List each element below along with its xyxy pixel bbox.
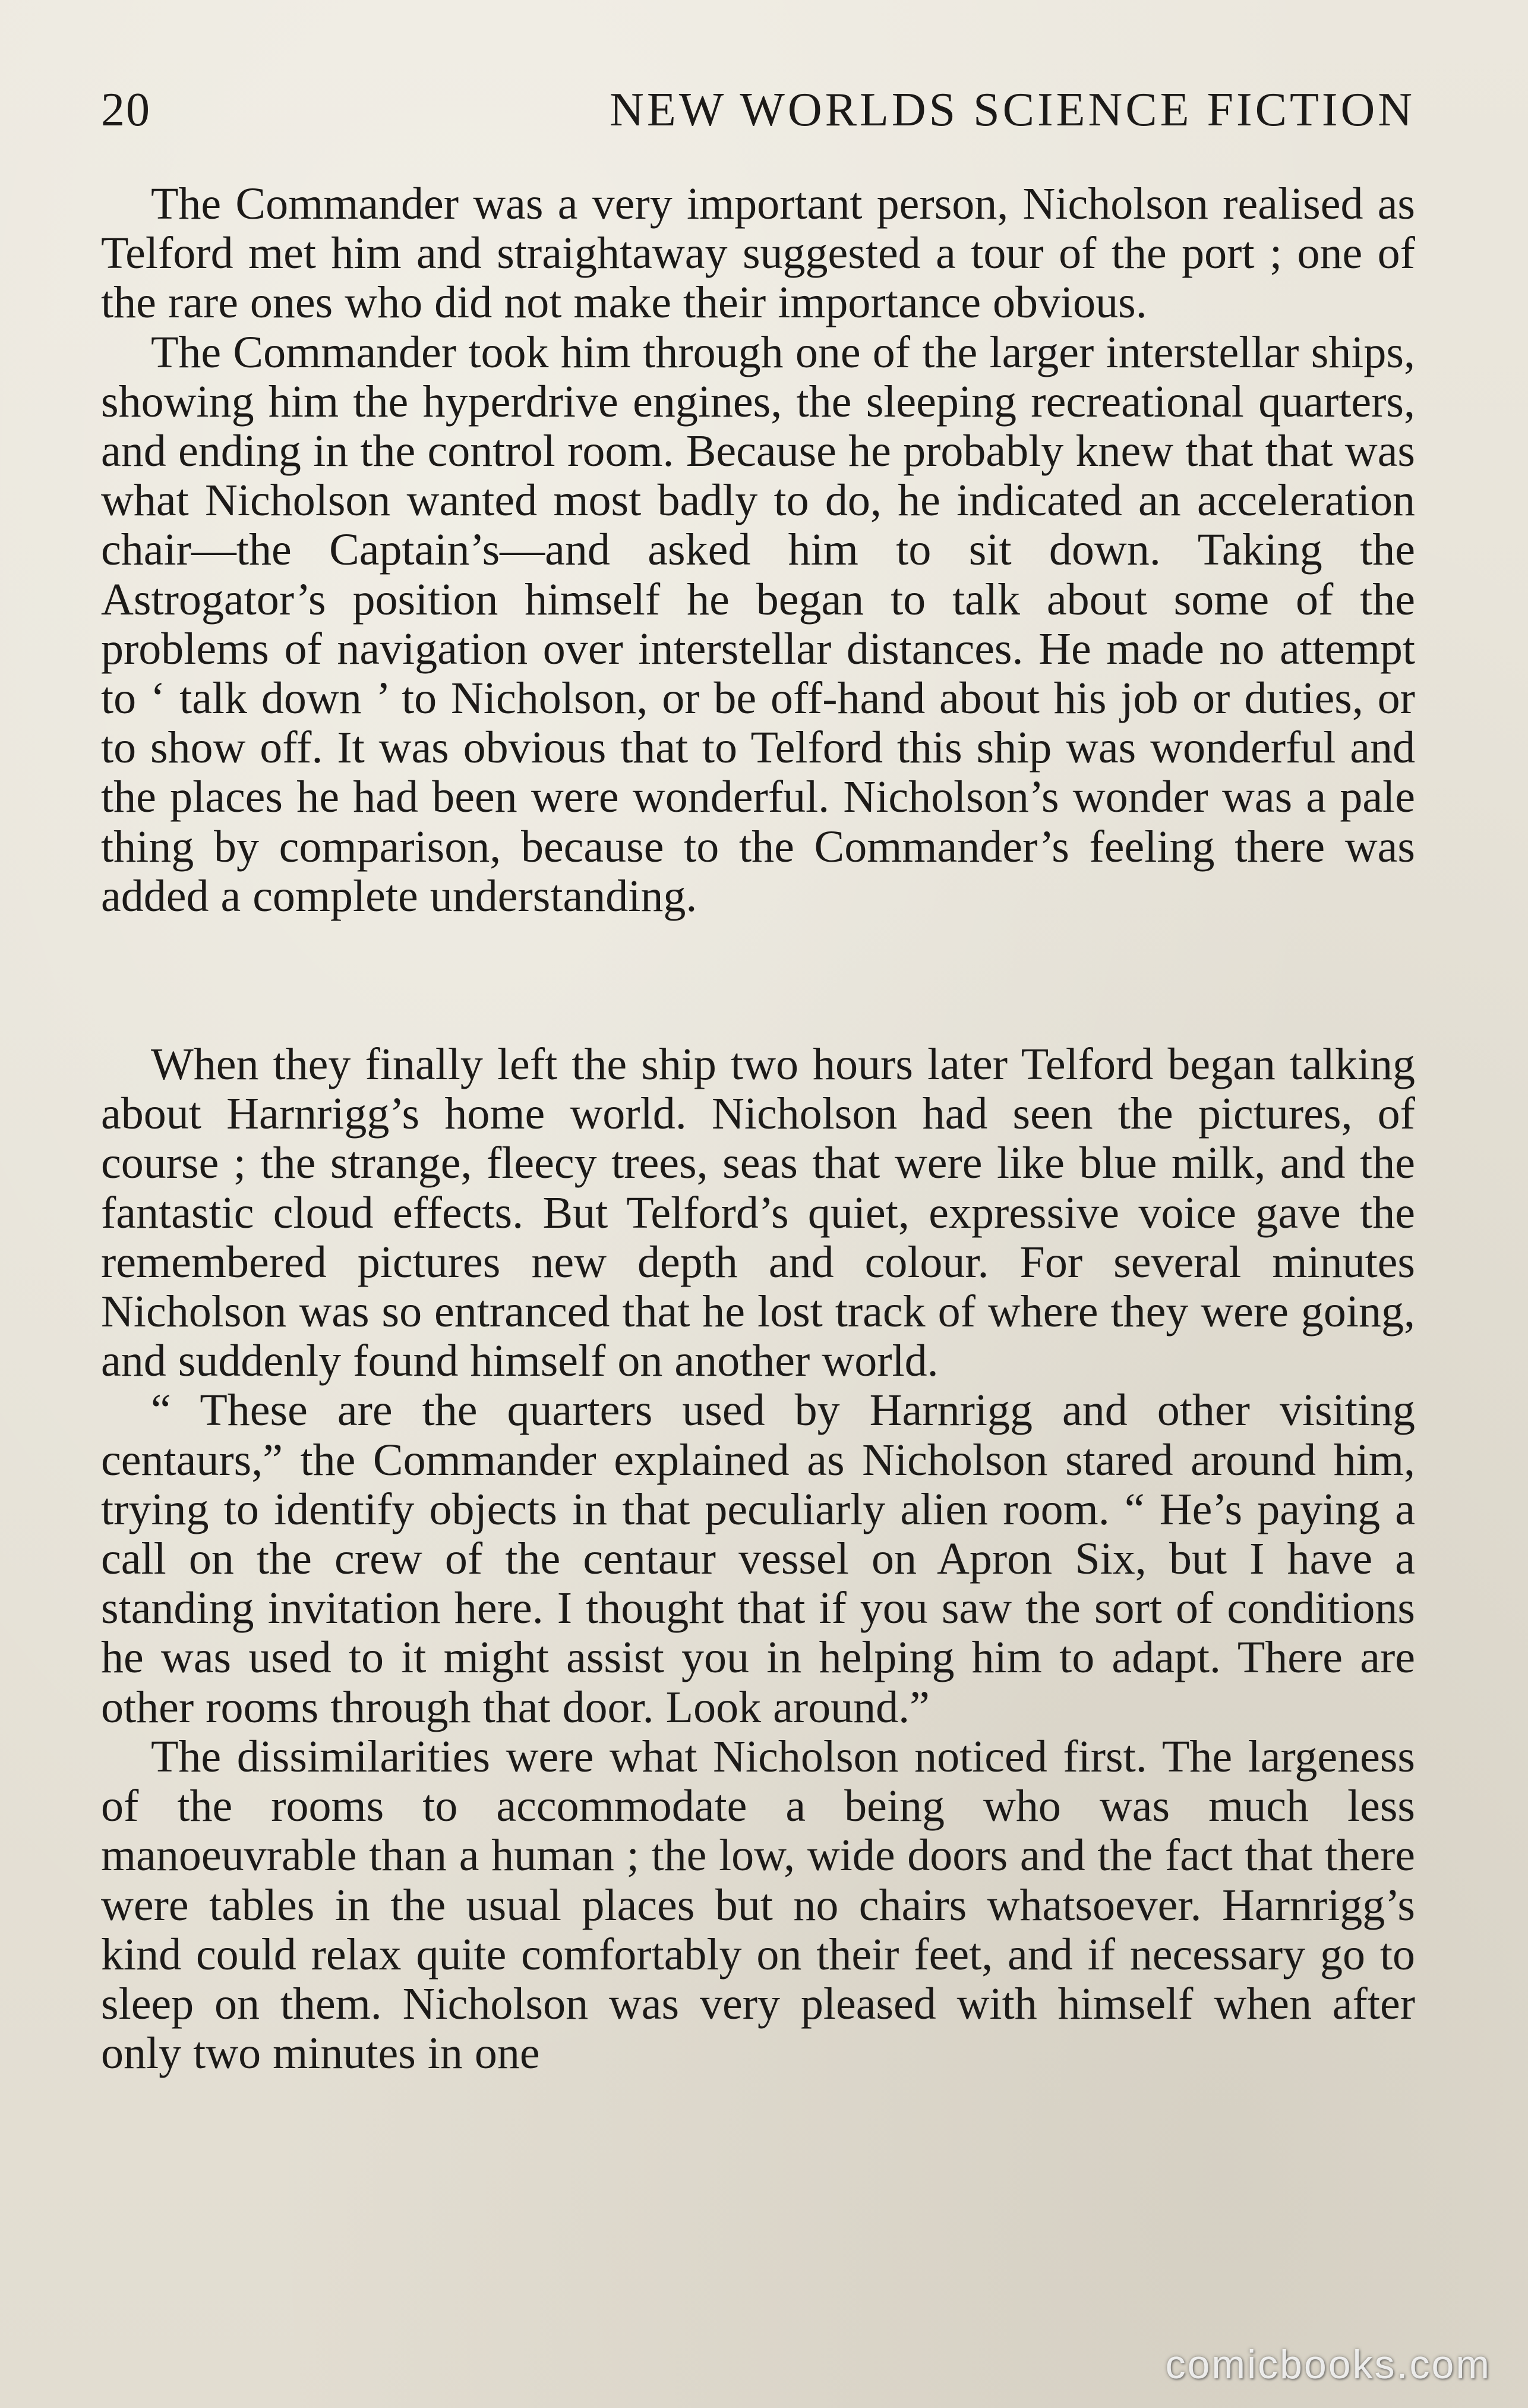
running-title: NEW WORLDS SCIENCE FICTION: [610, 83, 1415, 136]
paragraph: The dissimilarities were what Nicholson noticed first. The largeness of the rooms to accommodate a being who was much less manoeuvrable than a human ; the low, wide doors and the fact that there were tables in the usual places but no chairs whatsoever. Harnrigg’s kind could relax quite comfortably on their feet, and if necessary go to sleep on them. Nicholson was very pleased with himself when after only two minutes in one: [101, 1731, 1415, 2079]
section-break: [101, 921, 1415, 1040]
watermark: comicbooks.com: [1165, 2342, 1491, 2387]
paragraph: “ These are the quarters used by Harnrigg and other visiting centaurs,” the Commander explained as Nicholson stared around him, trying to identify objects in that peculiarly alien room. “ He’s paying a call on the crew of the centaur vessel on Apron Six, but I have a standing invitation here. I thought that if you saw the sort of conditions he was used to it might assist you in helping him to adapt. There are other rooms through that door. Look around.”: [101, 1385, 1415, 1732]
page-number: 20: [101, 83, 151, 136]
paragraph: The Commander took him through one of the larger interstellar ships, showing him the hyperdrive engines, the sleeping recreational quarters, and ending in the control room. Because he probably knew that that was what Nicholson wanted most badly to do, he indicated an acceleration chair—the Captain’s—and asked him to sit down. Taking the Astrogator’s position himself he began to talk about some of the problems of navigation over interstellar distances. He made no attempt to ‘ talk down ’ to Nicholson, or be off-hand about his job or duties, or to show off. It was obvious that to Telford this ship was wonderful and the places he had been were wonderful. Nicholson’s wonder was a pale thing by comparison, because to the Commander’s feeling there was added a complete understanding.: [101, 327, 1415, 921]
paragraph: The Commander was a very important person, Nicholson realised as Telford met him and straightaway suggested a tour of the port ; one of the rare ones who did not make their importance obvious.: [101, 179, 1415, 328]
body-text: [101, 179, 1415, 2078]
page-header: [101, 83, 1415, 137]
paragraph: When they finally left the ship two hours later Telford began talking about Harnrigg’s home world. Nicholson had seen the pictures, of course ; the strange, fleecy trees, seas that were like blue milk, and the fantastic cloud effects. But Telford’s quiet, expressive voice gave the remembered pictures new depth and colour. For several minutes Nicholson was so entranced that he lost track of where they were going, and suddenly found himself on another world.: [101, 1039, 1415, 1386]
